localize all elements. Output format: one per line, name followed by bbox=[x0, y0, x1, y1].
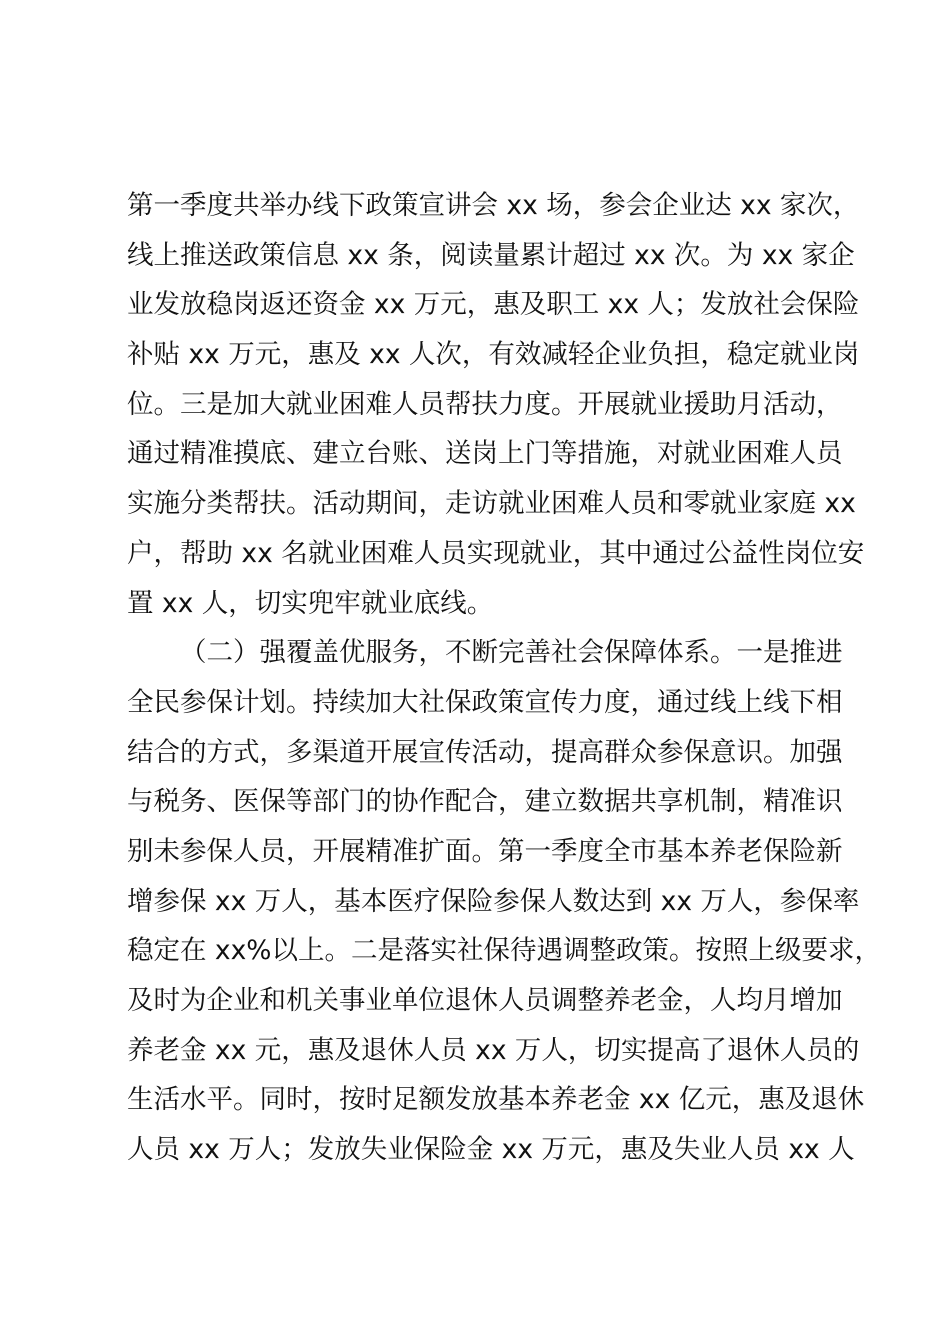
text-line: 户，帮助 xx 名就业困难人员实现就业，其中通过公益性岗位安 bbox=[127, 537, 865, 569]
text-line: 养老金 xx 元，惠及退休人员 xx 万人，切实提高了退休人员的 bbox=[127, 1034, 860, 1066]
text-line: 业发放稳岗返还资金 xx 万元，惠及职工 xx 人；发放社会保险 bbox=[127, 289, 860, 321]
text-line: 及时为企业和机关事业单位退休人员调整养老金，人均月增加 bbox=[127, 985, 843, 1016]
text-line: 生活水平。同时，按时足额发放基本养老金 xx 亿元，惠及退休 bbox=[127, 1084, 865, 1116]
body-text bbox=[127, 181, 881, 1175]
text-line: 结合的方式，多渠道开展宣传活动，提高群众参保意识。加强 bbox=[127, 736, 843, 768]
text-line: 增参保 xx 万人，基本医疗保险参保人数达到 xx 万人，参保率 bbox=[127, 885, 860, 917]
text-line: 通过精准摸底、建立台账、送岗上门等措施，对就业困难人员 bbox=[127, 438, 843, 470]
text-line: 别未参保人员，开展精准扩面。第一季度全市基本养老保险新 bbox=[127, 835, 843, 867]
section-heading-line: （二）强覆盖优服务，不断完善社会保障体系。一是推进 bbox=[180, 637, 843, 669]
text-line: 补贴 xx 万元，惠及 xx 人次，有效减轻企业负担，稳定就业岗 bbox=[127, 339, 860, 371]
text-line: 实施分类帮扶。活动期间，走访就业困难人员和零就业家庭 xx bbox=[127, 488, 856, 520]
text-line: 位。三是加大就业困难人员帮扶力度。开展就业援助月活动， bbox=[127, 388, 843, 420]
text-line: 第一季度共举办线下政策宣讲会 xx 场，参会企业达 xx 家次， bbox=[127, 190, 860, 221]
text-line: 置 xx 人，切实兜牢就业底线。 bbox=[127, 587, 494, 619]
text-line: 与税务、医保等部门的协作配合，建立数据共享机制，精准识 bbox=[127, 786, 843, 818]
text-line: 全民参保计划。持续加大社保政策宣传力度，通过线上线下相 bbox=[127, 686, 843, 718]
text-line: 人员 xx 万人；发放失业保险金 xx 万元，惠及失业人员 xx 人 bbox=[127, 1134, 855, 1166]
text-line: 线上推送政策信息 xx 条，阅读量累计超过 xx 次。为 xx 家企 bbox=[127, 239, 855, 271]
text-line: 稳定在 xx%以上。二是落实社保待遇调整政策。按照上级要求， bbox=[127, 935, 881, 967]
